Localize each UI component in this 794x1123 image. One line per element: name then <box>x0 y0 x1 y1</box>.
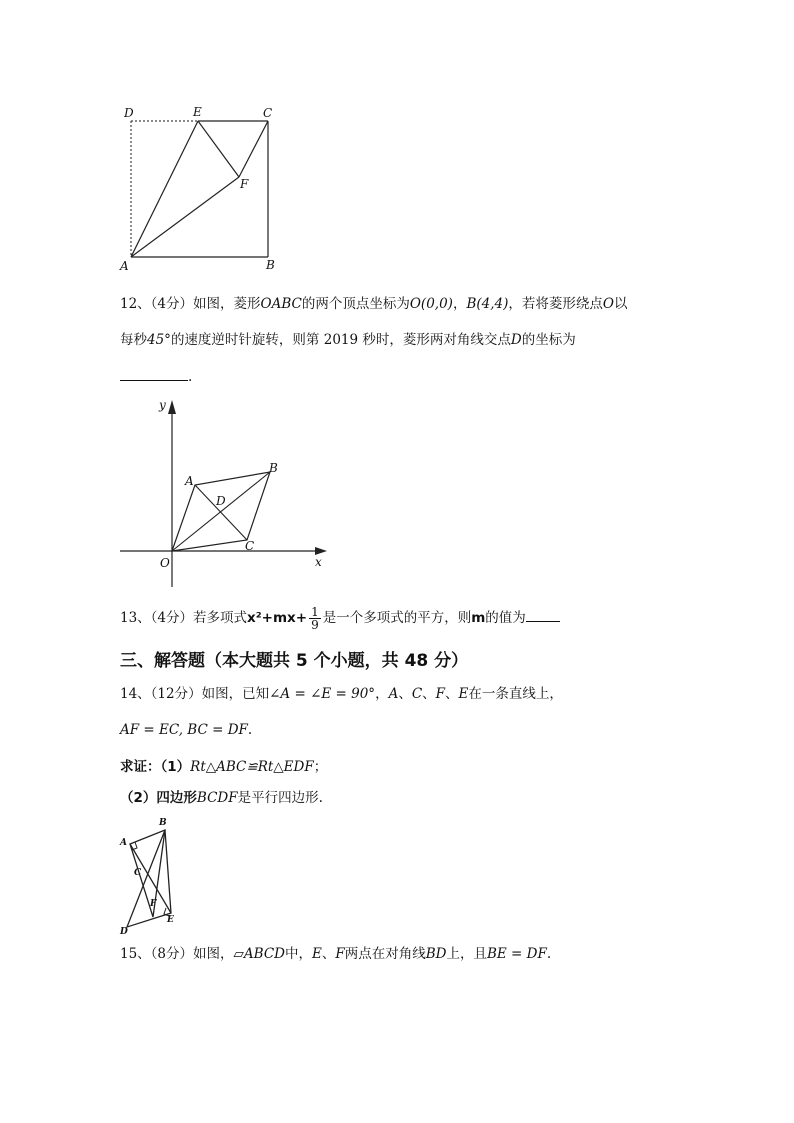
label-O: O <box>160 556 170 570</box>
label-E: E <box>193 105 202 119</box>
label-D: D <box>120 927 128 937</box>
q14-line2: AF = EC, BC = DF. <box>120 722 253 738</box>
label-A: A <box>185 474 194 488</box>
q14-line3: 求证：（1）Rt△ABC≌Rt△EDF； <box>120 759 328 775</box>
answer-blank <box>120 366 188 381</box>
q13-line: 13、（4分）若多项式x²+mx+ $\frac{1}{9}$ 是一个多项式的平方，则m的值为 <box>120 604 560 632</box>
label-F: F <box>240 177 249 191</box>
figure-two-right-triangles <box>115 812 185 937</box>
label-C: C <box>245 539 255 553</box>
q15-line: 15、（8分）如图，▱ABCD中，E、F两点在对角线BD上，且BE = DF. <box>120 946 552 962</box>
axis-label-x: x <box>315 555 322 569</box>
label-D: D <box>216 494 226 508</box>
label-A: A <box>120 259 129 273</box>
label-F: F <box>150 899 157 909</box>
label-D: D <box>124 106 134 120</box>
q12-line1: 12、（4分）如图，菱形OABC的两个顶点坐标为O(0,0)，B(4,4)，若将菱形绕点O以 <box>120 296 628 312</box>
label-B: B <box>269 461 278 475</box>
section-heading: 三、解答题（本大题共 5 个小题，共 48 分） <box>120 651 469 671</box>
label-C: C <box>134 868 142 878</box>
q12-line2: 每秒45°的速度逆时针旋转，则第 2019 秒时，菱形两对角线交点D的坐标为 <box>120 332 576 348</box>
figure-square-fold <box>110 100 290 280</box>
fraction-one-ninth: $\frac{1}{9}$ <box>311 605 319 632</box>
figure-rhombus-axes <box>115 392 335 582</box>
label-E: E <box>167 915 174 925</box>
q12-answer-line: . <box>120 366 192 387</box>
label-A: A <box>120 838 127 848</box>
label-B: B <box>266 258 275 272</box>
label-B: B <box>159 818 167 828</box>
q14-line4: （2）四边形BCDF是平行四边形. <box>120 790 323 806</box>
answer-blank <box>526 607 560 622</box>
label-C: C <box>263 106 273 120</box>
axis-label-y: y <box>159 398 166 412</box>
q14-line1: 14、（12分）如图，已知∠A = ∠E = 90°，A、C、F、E在一条直线上， <box>120 686 563 702</box>
